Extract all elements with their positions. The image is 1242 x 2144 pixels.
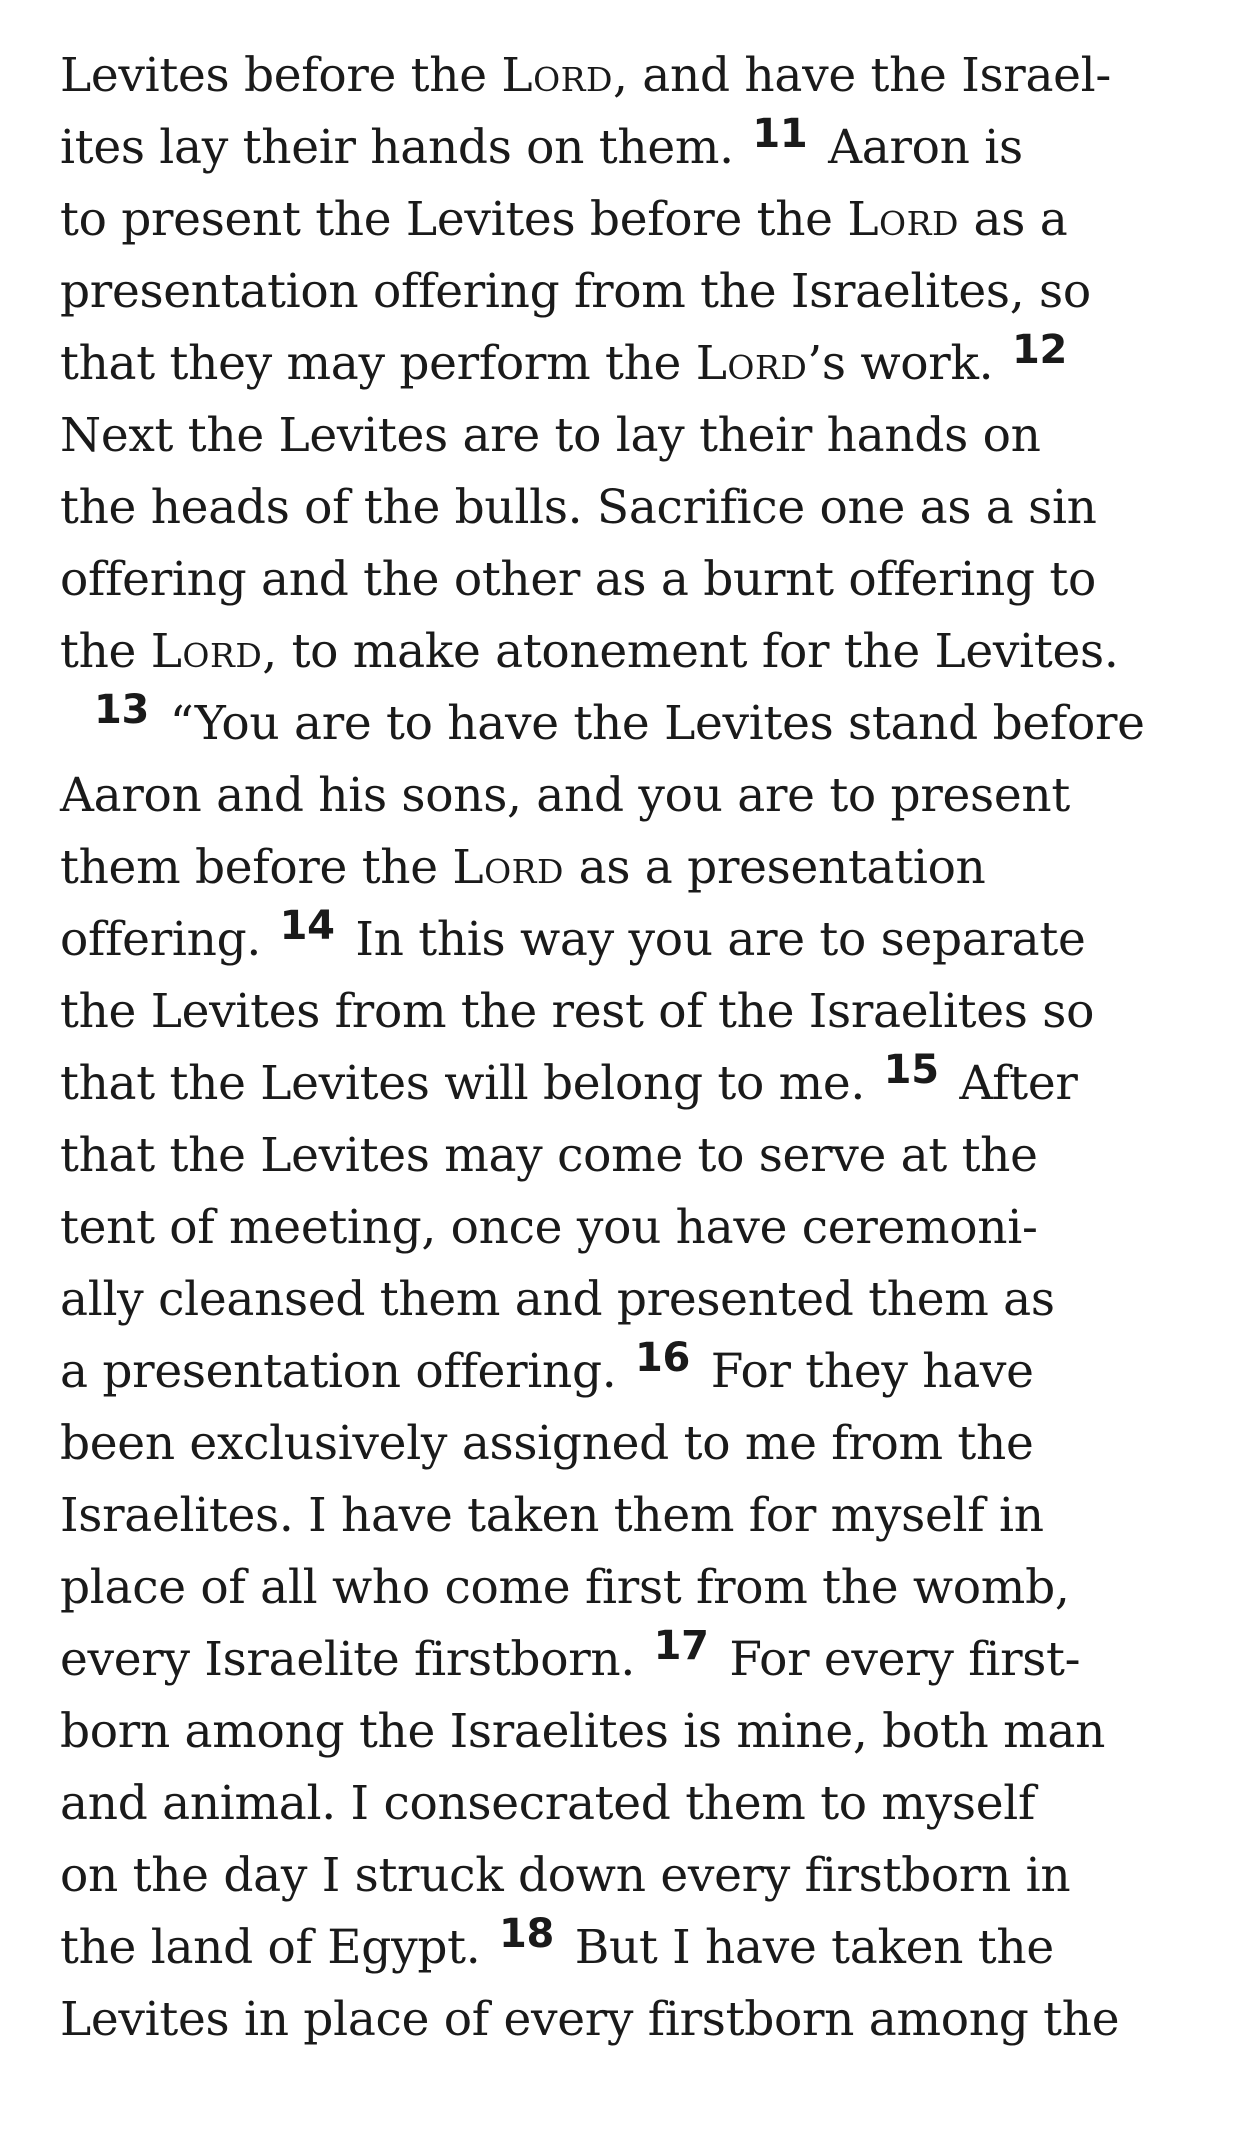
text-line: [60, 760, 1210, 832]
text-run: ’s work.: [807, 336, 1008, 391]
text-run: as a presentation: [563, 840, 986, 895]
text-line: [60, 184, 1210, 256]
text-run: offering.: [60, 912, 276, 967]
text-line: [60, 688, 1210, 760]
text-line: [60, 1408, 1210, 1480]
text-line: [60, 472, 1210, 544]
text-line: [60, 40, 1210, 112]
text-line: [60, 1696, 1210, 1768]
text-run: a presentation offering.: [60, 1344, 632, 1399]
verse-number: 15: [883, 1047, 939, 1093]
text-line: [60, 1624, 1210, 1696]
text-run: For they have: [696, 1344, 1034, 1399]
divine-name: Lord: [150, 624, 263, 679]
text-line: [60, 616, 1210, 688]
text-run: Israelites. I have taken them for myself in: [60, 1488, 1044, 1543]
text-run: In this way you are to separate: [340, 912, 1086, 967]
text-line: [60, 256, 1210, 328]
text-line: [60, 1768, 1210, 1840]
text-run: every Israelite firstborn.: [60, 1632, 650, 1687]
text-run: Levites before the: [60, 48, 502, 103]
text-line: [60, 112, 1210, 184]
text-run: After: [944, 1056, 1078, 1111]
text-run: the heads of the bulls. Sacrifice one as a sin: [60, 480, 1097, 535]
text-line: [60, 1048, 1210, 1120]
scripture-passage: [60, 40, 1210, 2056]
text-run: that the Levites will belong to me.: [60, 1056, 880, 1111]
text-run: ites lay their hands on them.: [60, 120, 749, 175]
text-run: “You are to have the Levites stand before: [155, 696, 1145, 751]
text-run: the land of Egypt.: [60, 1920, 495, 1975]
text-line: [60, 1336, 1210, 1408]
text-run: that they may perform the: [60, 336, 696, 391]
text-run: the: [60, 624, 151, 679]
text-line: [60, 1912, 1210, 1984]
text-run: But I have taken the: [560, 1920, 1054, 1975]
text-run: Next the Levites are to lay their hands on: [60, 408, 1041, 463]
text-line: [60, 976, 1210, 1048]
text-run: them before the: [60, 840, 453, 895]
text-line: [60, 1264, 1210, 1336]
divine-name: Lord: [501, 48, 613, 103]
text-run: the Levites from the rest of the Israelites so: [60, 984, 1095, 1039]
text-run: tent of meeting, once you have ceremoni-: [60, 1200, 1038, 1255]
text-line: [60, 1840, 1210, 1912]
text-run: that the Levites may come to serve at the: [60, 1128, 1038, 1183]
text-run: For every first-: [714, 1632, 1081, 1687]
text-run: offering and the other as a burnt offering to: [60, 552, 1096, 607]
verse-number: 18: [499, 1911, 555, 1957]
text-line: [60, 544, 1210, 616]
text-run: been exclusively assigned to me from the: [60, 1416, 1034, 1471]
text-run: ally cleansed them and presented them as: [60, 1272, 1055, 1327]
text-line: [60, 1984, 1210, 2056]
divine-name: Lord: [695, 336, 808, 391]
text-line: [60, 1120, 1210, 1192]
verse-number: 16: [635, 1335, 691, 1381]
text-line: [60, 1480, 1210, 1552]
text-run: , and have the Israel-: [612, 48, 1111, 103]
text-line: [60, 400, 1210, 472]
verse-number: 13: [94, 687, 150, 733]
text-run: as a: [958, 192, 1068, 247]
text-run: Aaron is: [813, 120, 1023, 175]
text-line: [60, 832, 1210, 904]
text-line: [60, 1192, 1210, 1264]
text-run: Levites in place of every firstborn among the: [60, 1992, 1120, 2047]
verse-number: 14: [279, 903, 335, 949]
divine-name: Lord: [452, 840, 564, 895]
text-run: , to make atonement for the Levites.: [262, 624, 1119, 679]
text-line: [60, 1552, 1210, 1624]
text-line: [60, 328, 1210, 400]
text-line: [60, 904, 1210, 976]
text-run: presentation offering from the Israelites, so: [60, 264, 1091, 319]
verse-number: 12: [1011, 327, 1068, 373]
verse-number: 11: [752, 111, 808, 157]
divine-name: Lord: [847, 192, 959, 247]
verse-number: 17: [653, 1623, 709, 1669]
text-run: place of all who come first from the womb,: [60, 1560, 1070, 1615]
text-run: Aaron and his sons, and you are to present: [60, 768, 1070, 823]
text-run: and animal. I consecrated them to myself: [60, 1776, 1036, 1831]
text-run: born among the Israelites is mine, both man: [60, 1704, 1106, 1759]
text-run: on the day I struck down every firstborn in: [60, 1848, 1071, 1903]
text-run: to present the Levites before the: [60, 192, 848, 247]
